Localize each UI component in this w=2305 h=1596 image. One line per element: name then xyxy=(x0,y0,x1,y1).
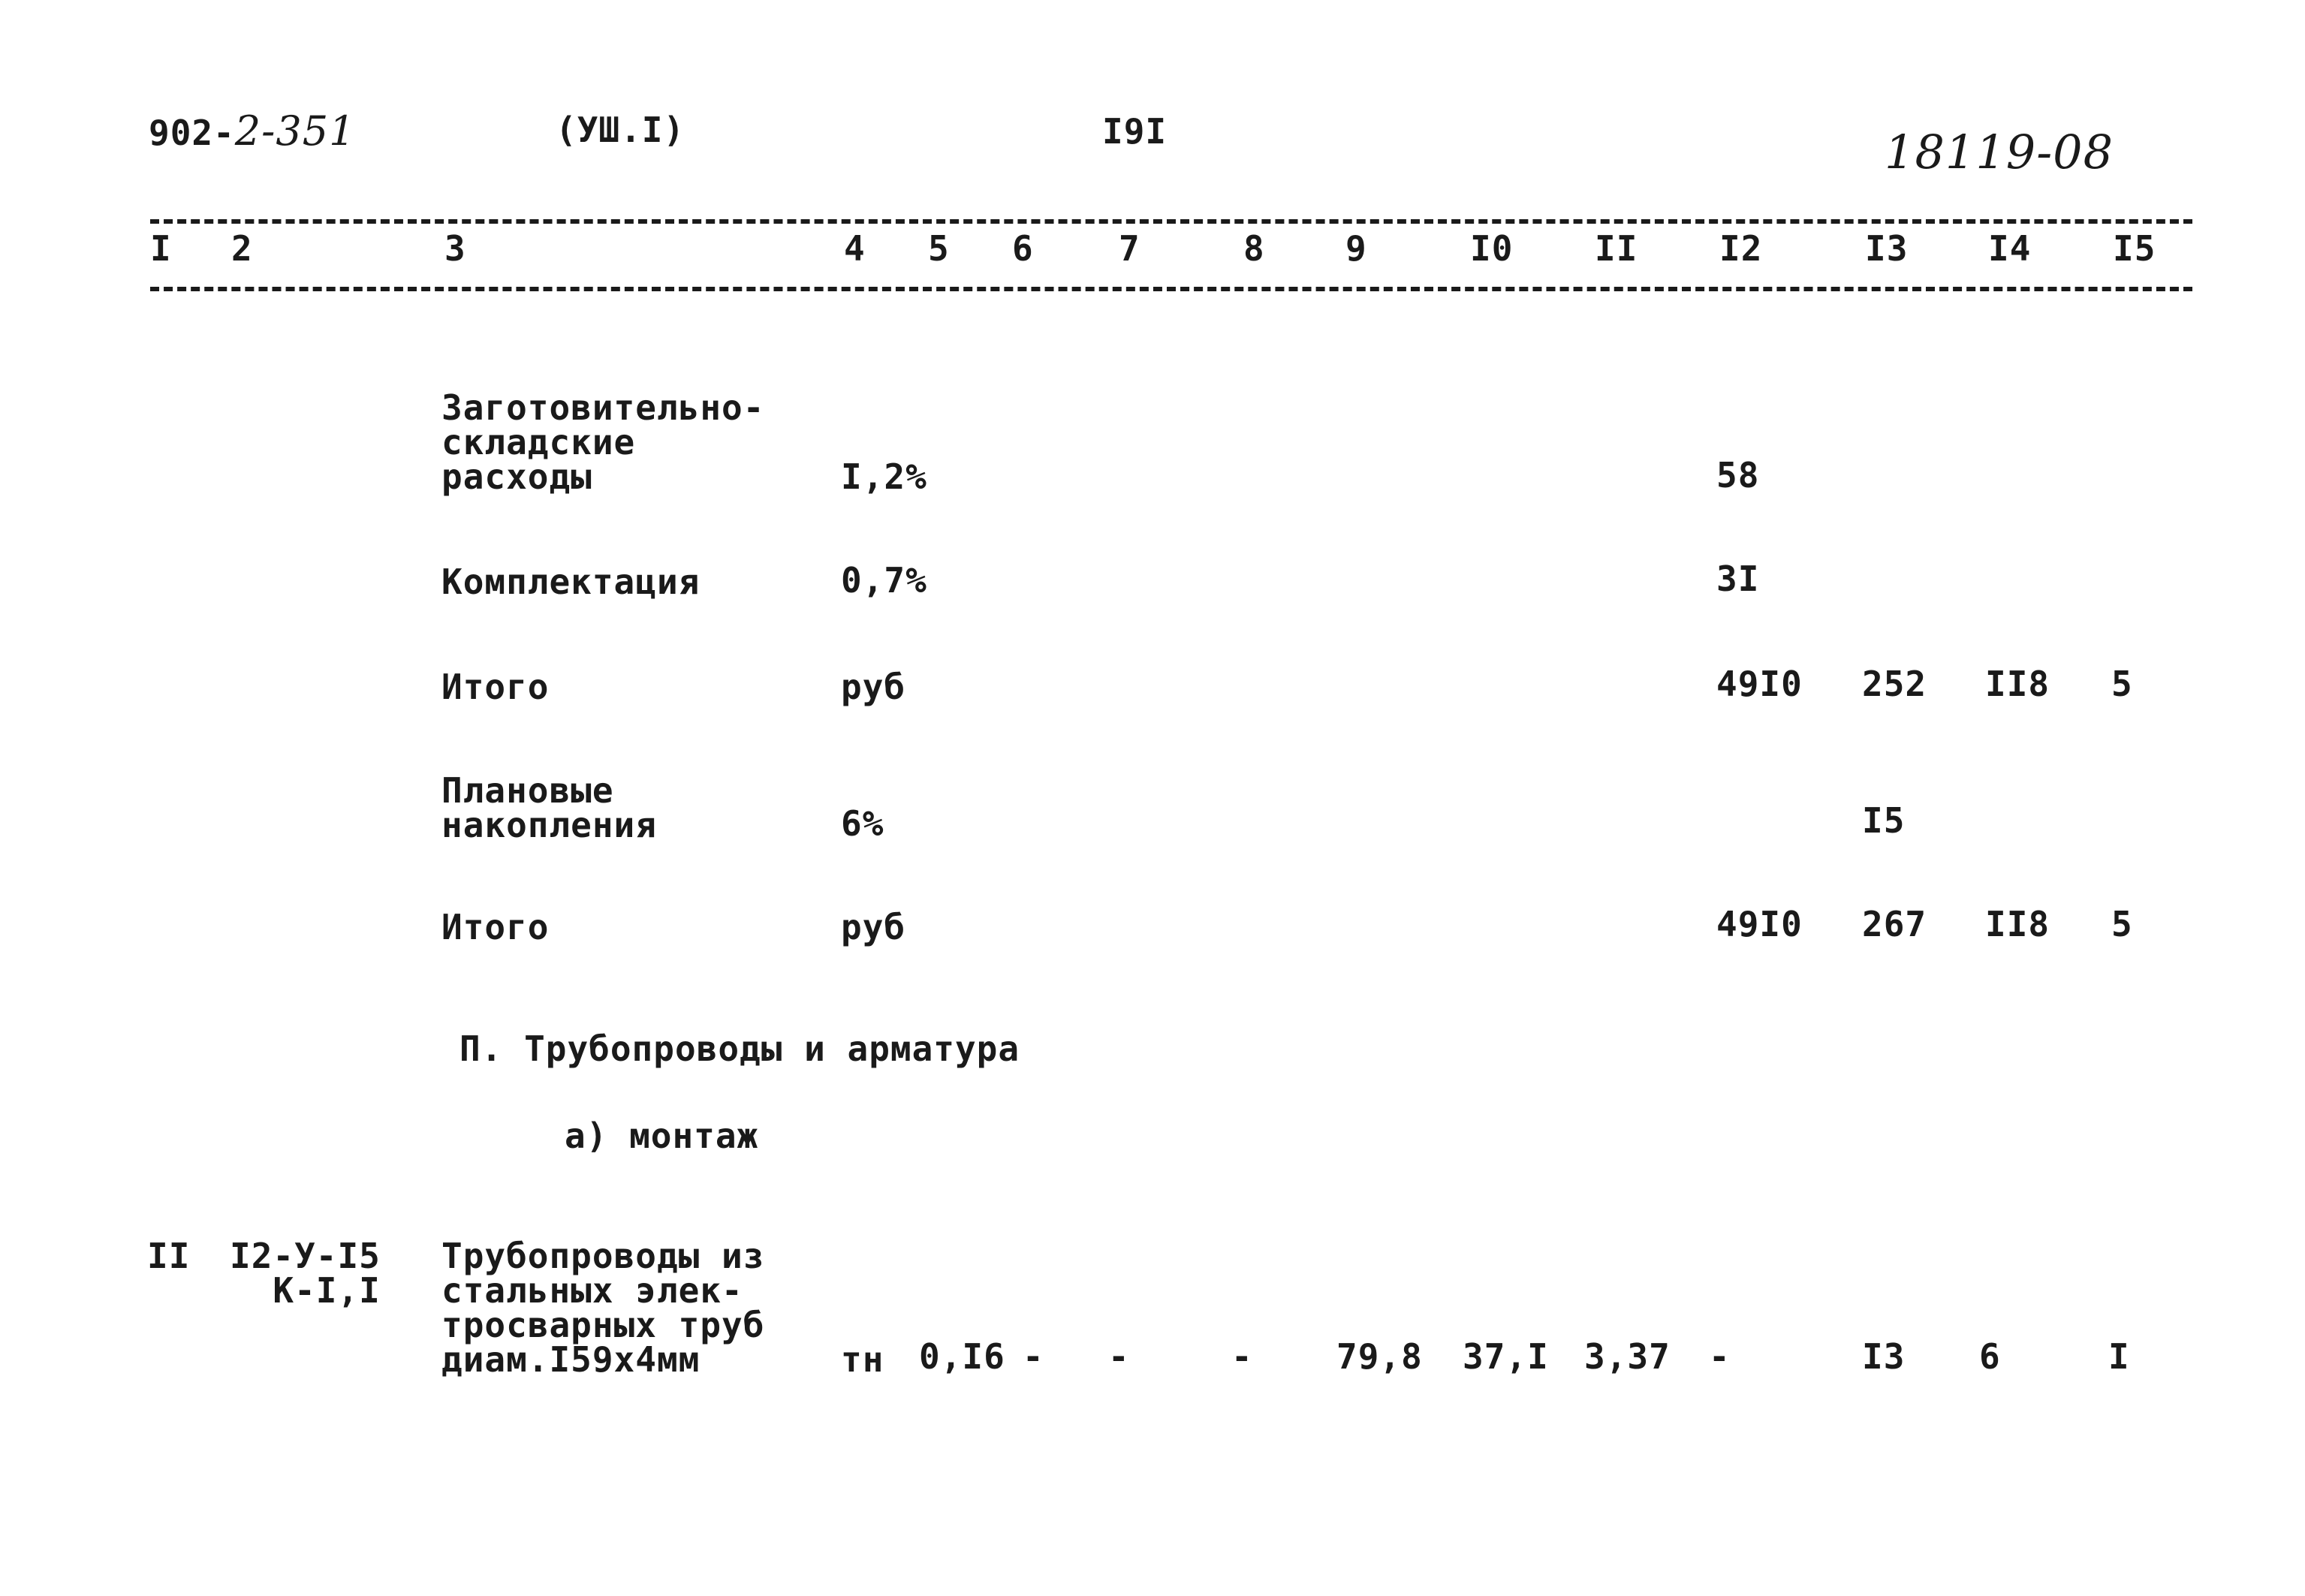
row-zagot-name: Заготовительно- складские расходы xyxy=(441,387,765,497)
row-kompl-percent: 0,7% xyxy=(841,560,927,601)
col-header-4: 4 xyxy=(844,228,866,269)
row-itogo1-name: Итого xyxy=(441,667,550,707)
item-col6: - xyxy=(1023,1336,1044,1377)
item-name: Трубопроводы из стальных элек- тросварных труб диам.I59х4мм xyxy=(441,1236,765,1380)
item-unit: тн xyxy=(841,1339,884,1380)
item-col12: - xyxy=(1709,1336,1731,1377)
row-plan-col13: I5 xyxy=(1862,800,1906,841)
col-header-1: I xyxy=(150,228,172,269)
item-col7: - xyxy=(1108,1336,1130,1377)
col-header-9: 9 xyxy=(1345,228,1367,269)
item-code: I2-У-I5 К-I,I xyxy=(230,1236,381,1311)
doc-code xyxy=(149,107,356,155)
item-number: II xyxy=(147,1236,191,1276)
row-itogo2-name: Итого xyxy=(441,907,550,947)
row-kompl-col12: 3I xyxy=(1716,559,1760,599)
row-kompl-name: Комплектация xyxy=(441,562,701,602)
section-title: П. Трубопроводы и арматура xyxy=(459,1028,1020,1069)
col-header-3: 3 xyxy=(444,228,466,269)
row-itogo1-col12: 49I0 xyxy=(1716,664,1803,704)
row-itogo2-unit: руб xyxy=(841,907,906,947)
row-plan-percent: 6% xyxy=(841,803,884,844)
row-itogo2-col13: 267 xyxy=(1862,904,1927,944)
row-zagot-percent: I,2% xyxy=(841,456,927,497)
item-col13: I3 xyxy=(1862,1336,1906,1377)
col-header-2: 2 xyxy=(231,228,253,269)
col-header-7: 7 xyxy=(1119,228,1140,269)
subsection-title: а) монтаж xyxy=(565,1116,759,1156)
col-header-12: I2 xyxy=(1719,228,1763,269)
row-plan-name: Плановые накопления xyxy=(441,770,657,845)
row-itogo2-col15: 5 xyxy=(2111,904,2133,944)
col-header-10: I0 xyxy=(1470,228,1514,269)
col-header-6: 6 xyxy=(1012,228,1034,269)
row-itogo1-col13: 252 xyxy=(1862,664,1927,704)
doc-code-printed: 902- xyxy=(149,113,235,153)
col-header-13: I3 xyxy=(1865,228,1909,269)
item-col9: 79,8 xyxy=(1336,1336,1423,1377)
col-header-11: II xyxy=(1595,228,1638,269)
header-bottom-rule xyxy=(150,287,2192,291)
page-number: I9I xyxy=(1102,111,1168,152)
doc-code-handwritten: 2-351 xyxy=(234,107,356,155)
item-col10: 37,I xyxy=(1463,1336,1549,1377)
row-itogo2-col12: 49I0 xyxy=(1716,904,1803,944)
item-qty: 0,I6 xyxy=(919,1336,1005,1377)
row-zagot-col12: 58 xyxy=(1716,455,1760,495)
item-col8: - xyxy=(1231,1336,1253,1377)
col-header-5: 5 xyxy=(928,228,950,269)
item-col15: I xyxy=(2108,1336,2130,1377)
row-itogo1-col14: II8 xyxy=(1985,664,2050,704)
col-header-14: I4 xyxy=(1988,228,2032,269)
item-col11: 3,37 xyxy=(1584,1336,1671,1377)
row-itogo1-col15: 5 xyxy=(2111,664,2133,704)
col-header-15: I5 xyxy=(2113,228,2156,269)
item-col14: 6 xyxy=(1979,1336,2001,1377)
row-itogo1-unit: руб xyxy=(841,667,906,707)
section-code: (УШ.I) xyxy=(556,110,685,150)
row-itogo2-col14: II8 xyxy=(1985,904,2050,944)
header-top-rule xyxy=(150,219,2192,224)
handwritten-stamp: 18119-08 xyxy=(1885,125,2114,179)
col-header-8: 8 xyxy=(1243,228,1265,269)
